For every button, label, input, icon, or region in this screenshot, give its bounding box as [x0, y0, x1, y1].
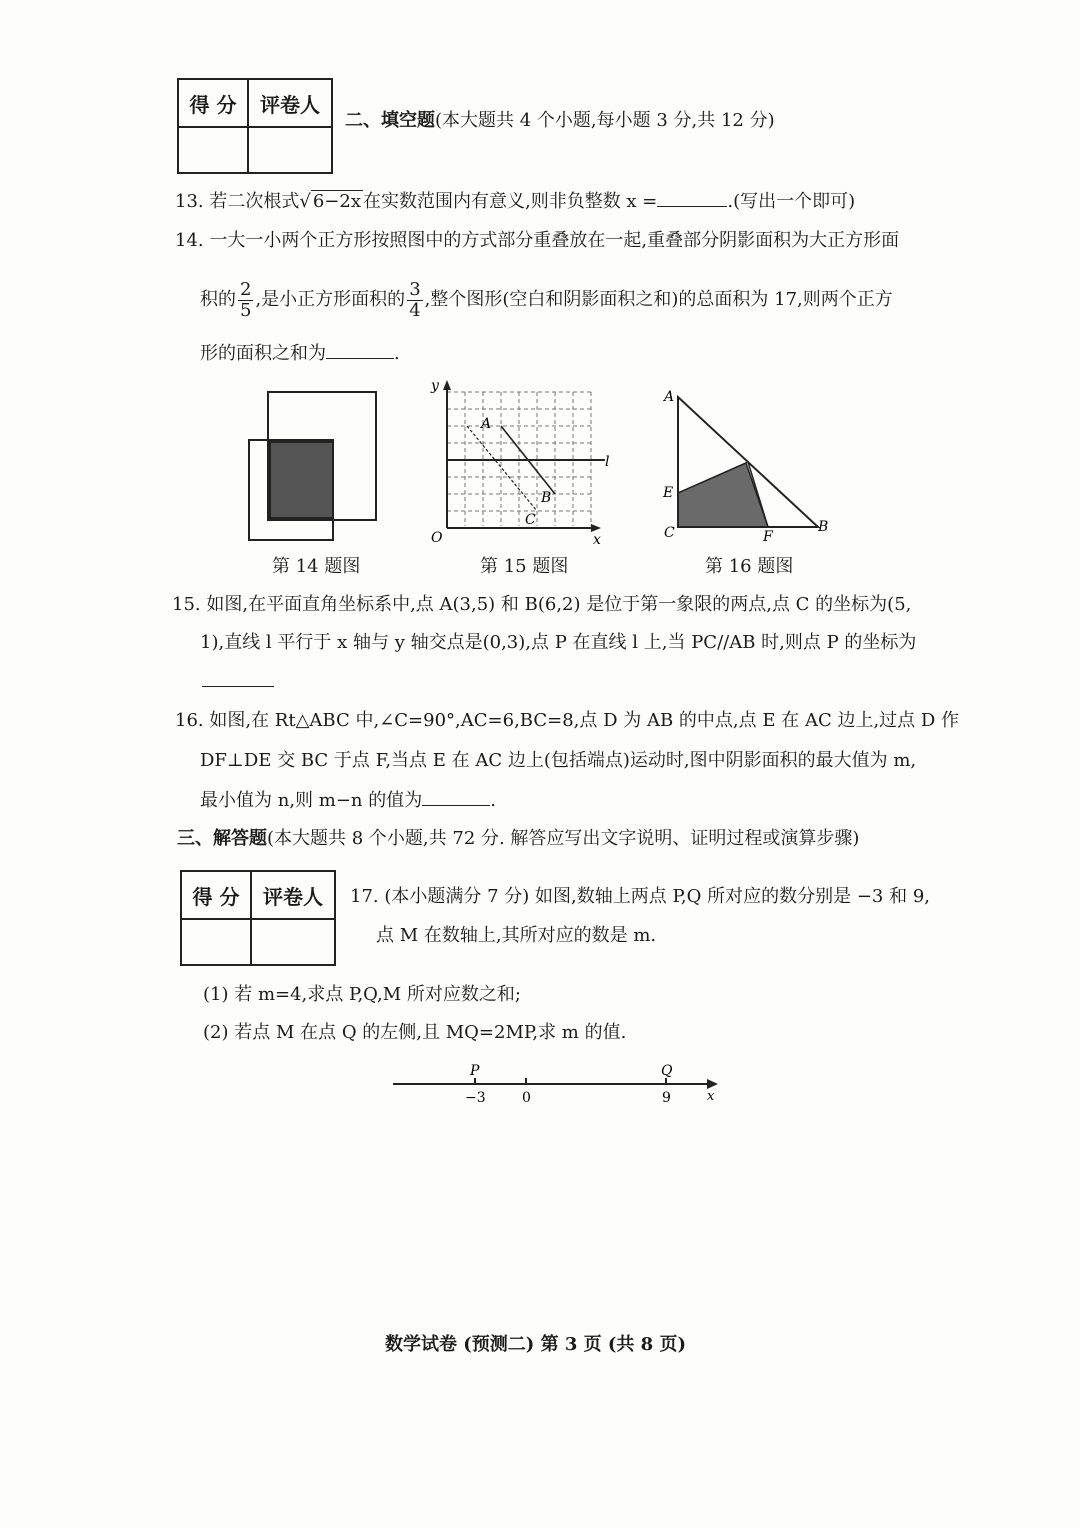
q17-part-2: (2) 若点 M 在点 Q 的左侧,且 MQ=2MP,求 m 的值.	[203, 1022, 627, 1043]
page-footer: 数学试卷 (预测二) 第 3 页 (共 8 页)	[385, 1334, 686, 1355]
score-label: 得 分	[181, 871, 251, 919]
q15-line-2: 1),直线 l 平行于 x 轴与 y 轴交点是(0,3),点 P 在直线 l 上,当 PC//AB 时,则点 P 的坐标为	[200, 632, 917, 653]
q14-frac2-num: 3	[409, 278, 421, 300]
q14-line3-text: 形的面积之和为	[200, 343, 326, 364]
figure-16	[660, 385, 840, 550]
q13-middle: 在实数范围内有意义,则非负整数 x =	[362, 191, 658, 212]
grader-cell[interactable]	[248, 127, 332, 173]
q16-line-3	[200, 787, 496, 814]
q17-line-1: 17. (本小题满分 7 分) 如图,数轴上两点 P,Q 所对应的数分别是 −3 和 9,	[350, 886, 930, 907]
label-a: A	[664, 389, 675, 405]
caption-15: 第 15 题图	[480, 556, 569, 577]
q14-fraction-2	[407, 280, 422, 321]
segment-pc	[467, 426, 537, 511]
q14-line-3	[200, 340, 400, 367]
q14-fraction-1	[238, 280, 253, 321]
section2-score-table	[177, 78, 333, 174]
q14-line-1: 14. 一大一小两个正方形按照图中的方式部分重叠放在一起,重叠部分阴影面积为大正方形面	[175, 230, 900, 251]
q14-frac1-num: 2	[240, 278, 252, 300]
q15-answer-blank[interactable]	[202, 668, 274, 687]
grader-cell[interactable]	[251, 919, 335, 965]
overlap-shaded	[270, 442, 333, 518]
label-b: B	[541, 490, 552, 506]
score-cell[interactable]	[181, 919, 251, 965]
label-q: Q	[661, 1063, 673, 1079]
section2-note: (本大题共 4 个小题,每小题 3 分,共 12 分)	[435, 110, 775, 131]
q14-line-2	[200, 278, 893, 322]
figure-15	[425, 378, 625, 548]
q16-line3-text: 最小值为 n,则 m−n 的值为	[200, 790, 423, 811]
grader-label: 评卷人	[251, 871, 335, 919]
label-o: O	[431, 530, 443, 546]
section3-score-table	[180, 870, 336, 966]
q14-frac2-den: 4	[409, 299, 421, 321]
q14-frac1-den: 5	[240, 299, 252, 321]
q17-part-1: (1) 若 m=4,求点 P,Q,M 所对应数之和;	[203, 984, 521, 1005]
q13-answer-blank[interactable]	[657, 188, 727, 207]
score-cell[interactable]	[178, 127, 248, 173]
q14-text-c: ,整个图形(空白和阴影面积之和)的总面积为 17,则两个正方	[424, 289, 893, 310]
label-c: C	[525, 512, 536, 528]
label-c: C	[664, 525, 675, 541]
q14-text-b: ,是小正方形面积的	[255, 289, 406, 310]
label-e: E	[663, 485, 674, 501]
question-13: 13. 若二次根式√ 6−2x 在实数范围内有意义,则非负整数 x = .(写出一个即可)	[175, 188, 855, 215]
q13-suffix: .(写出一个即可)	[727, 191, 856, 212]
figure-14	[245, 388, 385, 548]
section3-note: (本大题共 8 个小题,共 72 分. 解答应写出文字说明、证明过程或演算步骤)	[267, 828, 860, 849]
q16-line3-end: .	[490, 790, 496, 811]
q14-text-a: 积的	[200, 289, 236, 310]
label-b: B	[818, 519, 829, 535]
y-axis-arrow	[443, 380, 451, 390]
label-f: F	[763, 529, 773, 545]
caption-16: 第 16 题图	[705, 556, 794, 577]
label-y: y	[431, 378, 439, 394]
q17-line-2: 点 M 在数轴上,其所对应的数是 m.	[376, 925, 657, 946]
q16-answer-blank[interactable]	[422, 787, 490, 806]
section2-title: 二、填空题	[345, 110, 435, 131]
axis-arrow	[707, 1079, 718, 1089]
label-x: x	[593, 532, 601, 548]
q13-prefix: 13. 若二次根式	[175, 191, 300, 212]
label-a: A	[481, 416, 492, 432]
value-p: −3	[465, 1090, 486, 1106]
label-p: P	[470, 1063, 480, 1079]
q14-answer-blank[interactable]	[326, 340, 394, 359]
q15-line-1: 15. 如图,在平面直角坐标系中,点 A(3,5) 和 B(6,2) 是位于第一象限的两点,点 C 的坐标为(5,	[172, 594, 912, 615]
caption-14: 第 14 题图	[272, 556, 361, 577]
section3-heading	[177, 826, 859, 852]
section2-heading	[345, 108, 775, 134]
number-line	[385, 1058, 730, 1110]
label-axis-x: x	[707, 1089, 715, 1104]
score-label: 得 分	[178, 79, 248, 127]
value-q: 9	[662, 1090, 671, 1106]
section3-title: 三、解答题	[177, 828, 267, 849]
q14-line3-end: .	[394, 343, 400, 364]
grader-label: 评卷人	[248, 79, 332, 127]
q13-radicand: 6−2x	[312, 191, 361, 212]
value-zero: 0	[522, 1090, 531, 1106]
q16-line-1: 16. 如图,在 Rt△ABC 中,∠C=90°,AC=6,BC=8,点 D 为 AB 的中点,点 E 在 AC 边上,过点 D 作	[175, 710, 960, 731]
x-axis-arrow	[591, 524, 601, 532]
label-l: l	[605, 454, 610, 470]
q16-line-2: DF⊥DE 交 BC 于点 F,当点 E 在 AC 边上(包括端点)运动时,图中阴影面积的最大值为 m,	[200, 750, 917, 771]
